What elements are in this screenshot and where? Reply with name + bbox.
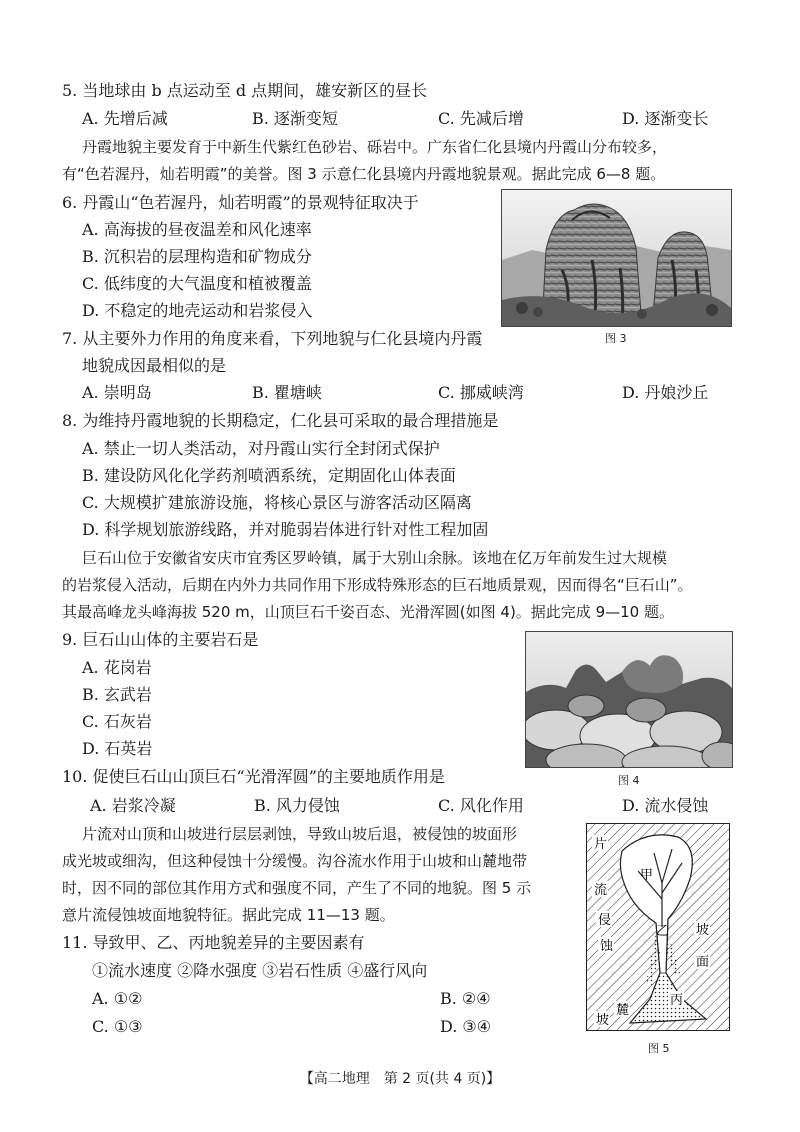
q7-option-b: B. 瞿塘峡 xyxy=(252,383,322,402)
figure-4-boulder-photo xyxy=(525,631,733,768)
intro1-line1: 丹霞地貌主要发育于中新生代紫红色砂岩、砾岩中。广东省仁化县境内丹霞山分布较多， xyxy=(82,138,668,156)
q11-option-d: D. ③④ xyxy=(440,1017,492,1036)
figure-3-caption: 图 3 xyxy=(605,332,627,345)
q6-option-c: C. 低纬度的大气温度和植被覆盖 xyxy=(82,274,312,293)
page-footer: 【高二地理 第 2 页(共 4 页)】 xyxy=(299,1071,501,1087)
q10-option-c: C. 风化作用 xyxy=(438,796,524,815)
label-jia: 甲 xyxy=(640,868,654,883)
q9-option-c: C. 石灰岩 xyxy=(82,712,152,731)
q10-option-d: D. 流水侵蚀 xyxy=(622,796,709,815)
label-lu: 麓 xyxy=(616,1003,630,1018)
figure-4-caption: 图 4 xyxy=(618,774,640,787)
intro3-line3: 时，因不同的部位其作用方式和强度不同，产生了不同的地貌。图 5 示 xyxy=(62,879,532,897)
q7-option-a: A. 崇明岛 xyxy=(82,383,152,402)
q6-stem: 6. 丹霞山“色若渥丹，灿若明霞”的景观特征取决于 xyxy=(62,193,419,212)
q5-option-a: A. 先增后减 xyxy=(82,109,168,128)
q7-option-d: D. 丹娘沙丘 xyxy=(622,383,709,402)
q6-option-d: D. 不稳定的地壳运动和岩浆侵入 xyxy=(82,301,313,320)
q9-option-d: D. 石英岩 xyxy=(82,739,153,758)
giant-rock-image xyxy=(526,632,732,767)
q5-option-b: B. 逐渐变短 xyxy=(252,109,338,128)
q5-stem: 5. 当地球由 b 点运动至 d 点期间，雄安新区的昼长 xyxy=(62,81,428,100)
q11-option-b: B. ②④ xyxy=(440,989,491,1008)
q9-option-b: B. 玄武岩 xyxy=(82,685,152,704)
q10-stem: 10. 促使巨石山山顶巨石“光滑浑圆”的主要地质作用是 xyxy=(62,767,445,786)
q7-stem-line2: 地貌成因最相似的是 xyxy=(82,356,227,375)
intro1-line2: 有“色若渥丹，灿若明霞”的美誉。图 3 示意仁化县境内丹霞地貌景观。据此完成 6—8 题。 xyxy=(62,165,666,183)
q11-option-a: A. ①② xyxy=(92,989,143,1008)
q8-option-a: A. 禁止一切人类活动，对丹霞山实行全封闭式保护 xyxy=(82,439,440,458)
label-yi: 乙 xyxy=(656,924,670,939)
sheet-erosion-diagram xyxy=(586,823,730,1031)
intro3-line1: 片流对山顶和山坡进行层层剥蚀，导致山坡后退，被侵蚀的坡面形 xyxy=(82,825,518,843)
q6-option-b: B. 沉积岩的层理构造和矿物成分 xyxy=(82,247,312,266)
q8-option-c: C. 大规模扩建旅游设施，将核心景区与游客活动区隔离 xyxy=(82,493,472,512)
q11-option-c: C. ①③ xyxy=(92,1017,143,1036)
q5-option-d: D. 逐渐变长 xyxy=(622,109,709,128)
intro2-line3: 其最高峰龙头峰海拔 520 m，山顶巨石千姿百态、光滑浑圆(如图 4)。据此完成 9—10 题。 xyxy=(62,603,674,621)
q11-factors: ①流水速度 ②降水强度 ③岩石性质 ④盛行风向 xyxy=(92,961,428,980)
q5-option-c: C. 先减后增 xyxy=(438,109,524,128)
intro2-line2: 的岩浆侵入活动，后期在内外力共同作用下形成特殊形态的巨石地质景观，因而得名“巨石山”。 xyxy=(62,576,693,594)
q9-option-a: A. 花岗岩 xyxy=(82,658,152,677)
figure-3-danxia-photo xyxy=(501,189,732,327)
intro2-line1: 巨石山位于安徽省安庆市宜秀区罗岭镇，属于大别山余脉。该地在亿万年前发生过大规模 xyxy=(82,549,668,567)
label-pian: 片 xyxy=(594,837,608,852)
figure-5-caption: 图 5 xyxy=(648,1042,670,1055)
q9-stem: 9. 巨石山山体的主要岩石是 xyxy=(62,630,259,649)
q7-option-c: C. 挪威峡湾 xyxy=(438,383,524,402)
intro3-line2: 成光坡或细沟，但这种侵蚀十分缓慢。沟谷流水作用于山坡和山麓地带 xyxy=(62,852,528,870)
q8-option-b: B. 建设防风化化学药剂喷洒系统，定期固化山体表面 xyxy=(82,466,456,485)
q10-option-b: B. 风力侵蚀 xyxy=(254,796,340,815)
danxia-landform-image xyxy=(502,190,731,326)
label-qin: 侵 xyxy=(598,913,612,928)
label-liu: 流 xyxy=(594,883,608,898)
label-po: 坡 xyxy=(696,923,710,938)
q7-stem-line1: 7. 从主要外力作用的角度来看，下列地貌与仁化县境内丹霞 xyxy=(62,329,483,348)
intro3-line4: 意片流侵蚀坡面地貌特征。据此完成 11—13 题。 xyxy=(62,906,395,924)
label-mian: 面 xyxy=(696,955,710,970)
label-shi: 蚀 xyxy=(600,939,614,954)
q10-option-a: A. 岩浆冷凝 xyxy=(90,796,176,815)
q8-stem: 8. 为维持丹霞地貌的长期稳定，仁化县可采取的最合理措施是 xyxy=(62,411,499,430)
q11-stem: 11. 导致甲、乙、丙地貌差异的主要因素有 xyxy=(62,933,365,952)
q6-option-a: A. 高海拔的昼夜温差和风化速率 xyxy=(82,220,312,239)
figure-5-slope-diagram xyxy=(586,823,730,1031)
label-bing: 丙 xyxy=(670,993,684,1008)
label-po2: 坡 xyxy=(596,1013,610,1028)
q8-option-d: D. 科学规划旅游线路，并对脆弱岩体进行针对性工程加固 xyxy=(82,520,489,539)
